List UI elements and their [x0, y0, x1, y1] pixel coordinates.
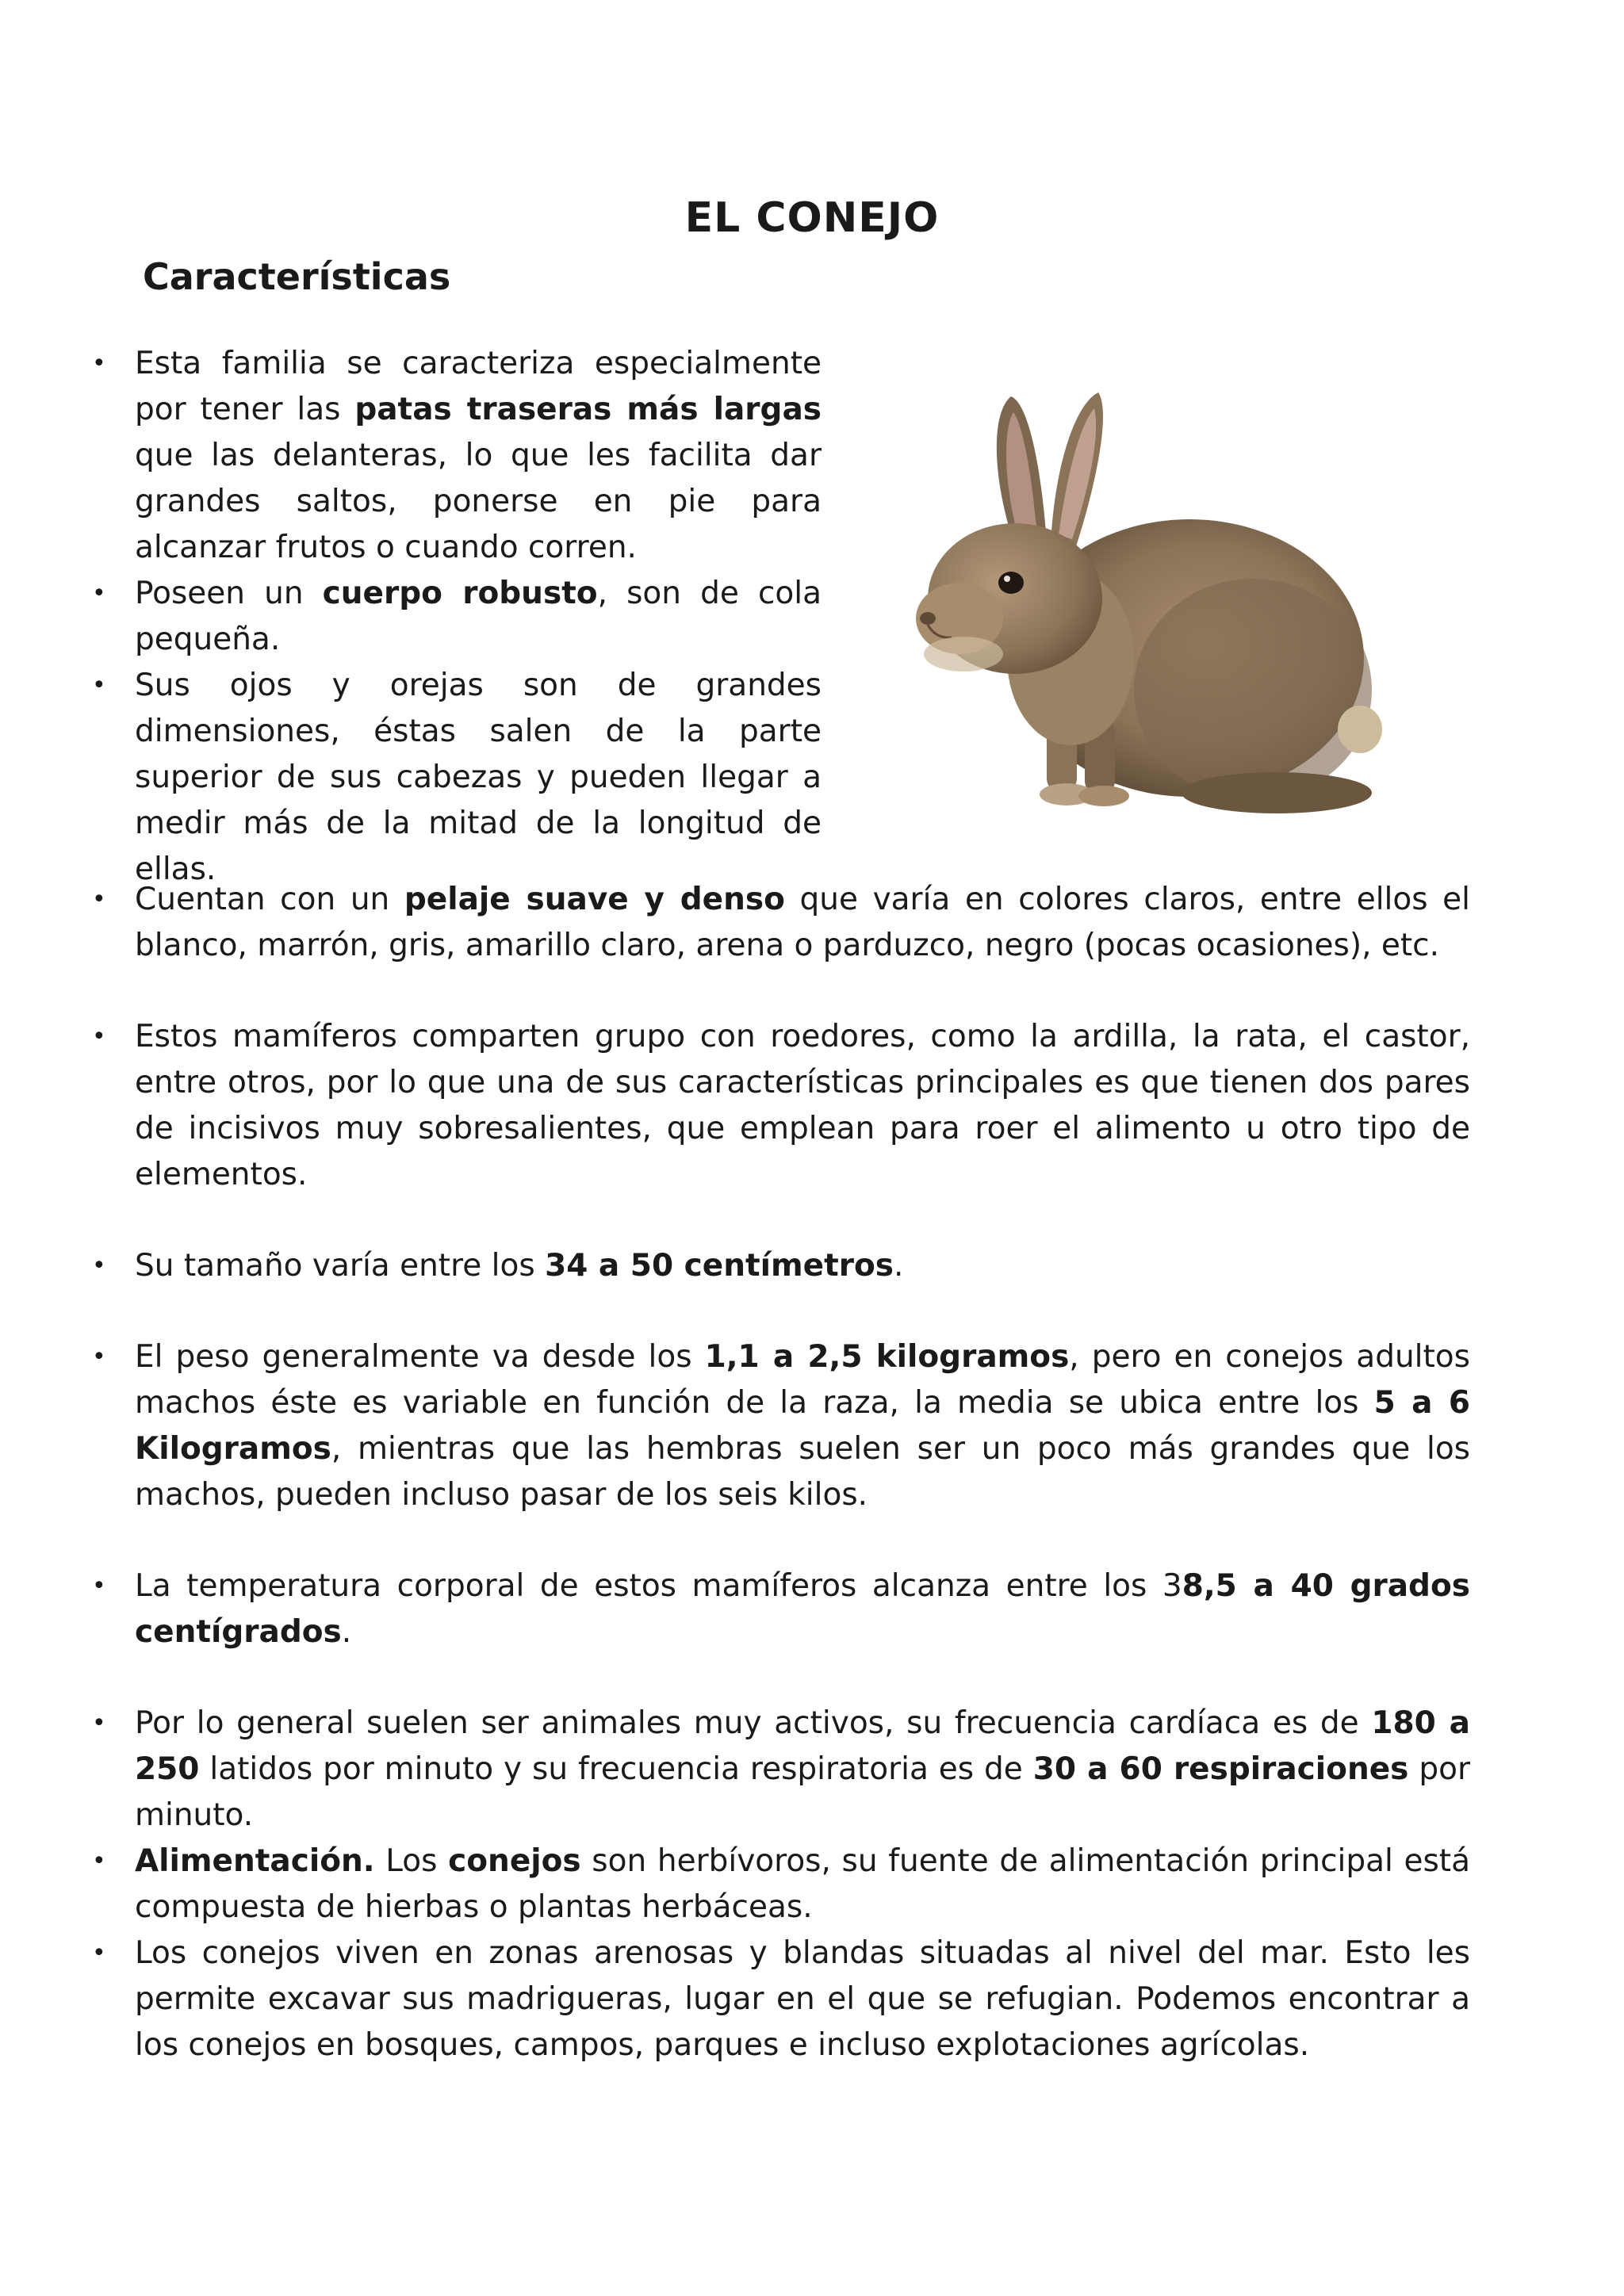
list-item: • Estos mamíferos comparten grupo con roedores, como la ardilla, la rata, el castor, entre otros, por lo que una de sus características principales es que tienen dos pares de incisivos muy sobresalientes, que emplean para roer el alimento u otro tipo de elementos.	[92, 1014, 1470, 1198]
characteristics-list-bottom	[92, 877, 1470, 2068]
list-item: • Su tamaño varía entre los 34 a 50 centímetros.	[92, 1243, 1470, 1289]
section-heading: Características	[143, 255, 451, 298]
list-item: • Cuentan con un pelaje suave y denso que varía en colores claros, entre ellos el blanco, marrón, gris, amarillo claro, arena o parduzco, negro (pocas ocasiones), etc.	[92, 877, 1470, 969]
list-item: • Alimentación. Los conejos son herbívoros, su fuente de alimentación principal está compuesta de hierbas o plantas herbáceas.	[92, 1839, 1470, 1931]
list-item: • El peso generalmente va desde los 1,1 a 2,5 kilogramos, pero en conejos adultos machos éste es variable en función de la raza, la media se ubica entre los 5 a 6 Kilogramos, mientras que las hembras suelen ser un poco más grandes que los machos, pueden incluso pasar de los seis kilos.	[92, 1334, 1470, 1518]
list-item: • Esta familia se caracteriza especialmente por tener las patas traseras más largas que las delanteras, lo que les facilita dar grandes saltos, ponerse en pie para alcanzar frutos o cuando corren.	[92, 341, 822, 571]
characteristics-list-top	[92, 341, 822, 893]
page-title: EL CONEJO	[684, 194, 940, 242]
list-item: • Por lo general suelen ser animales muy activos, su frecuencia cardíaca es de 180 a 250 latidos por minuto y su frecuencia respiratoria es de 30 a 60 respiraciones por minuto.	[92, 1701, 1470, 1839]
list-item: • Los conejos viven en zonas arenosas y blandas situadas al nivel del mar. Esto les permite excavar sus madrigueras, lugar en el que se refugian. Podemos encontrar a los conejos en bosques, campos, parques e incluso explotaciones agrícolas.	[92, 1931, 1470, 2068]
list-item: • Sus ojos y orejas son de grandes dimensiones, éstas salen de la parte superior de sus cabezas y pueden llegar a medir más de la mitad de la longitud de ellas.	[92, 663, 822, 893]
rabbit-image	[904, 381, 1396, 825]
list-item: • Poseen un cuerpo robusto, son de cola pequeña.	[92, 571, 822, 663]
list-item: • La temperatura corporal de estos mamíferos alcanza entre los 38,5 a 40 grados centígrados.	[92, 1563, 1470, 1655]
